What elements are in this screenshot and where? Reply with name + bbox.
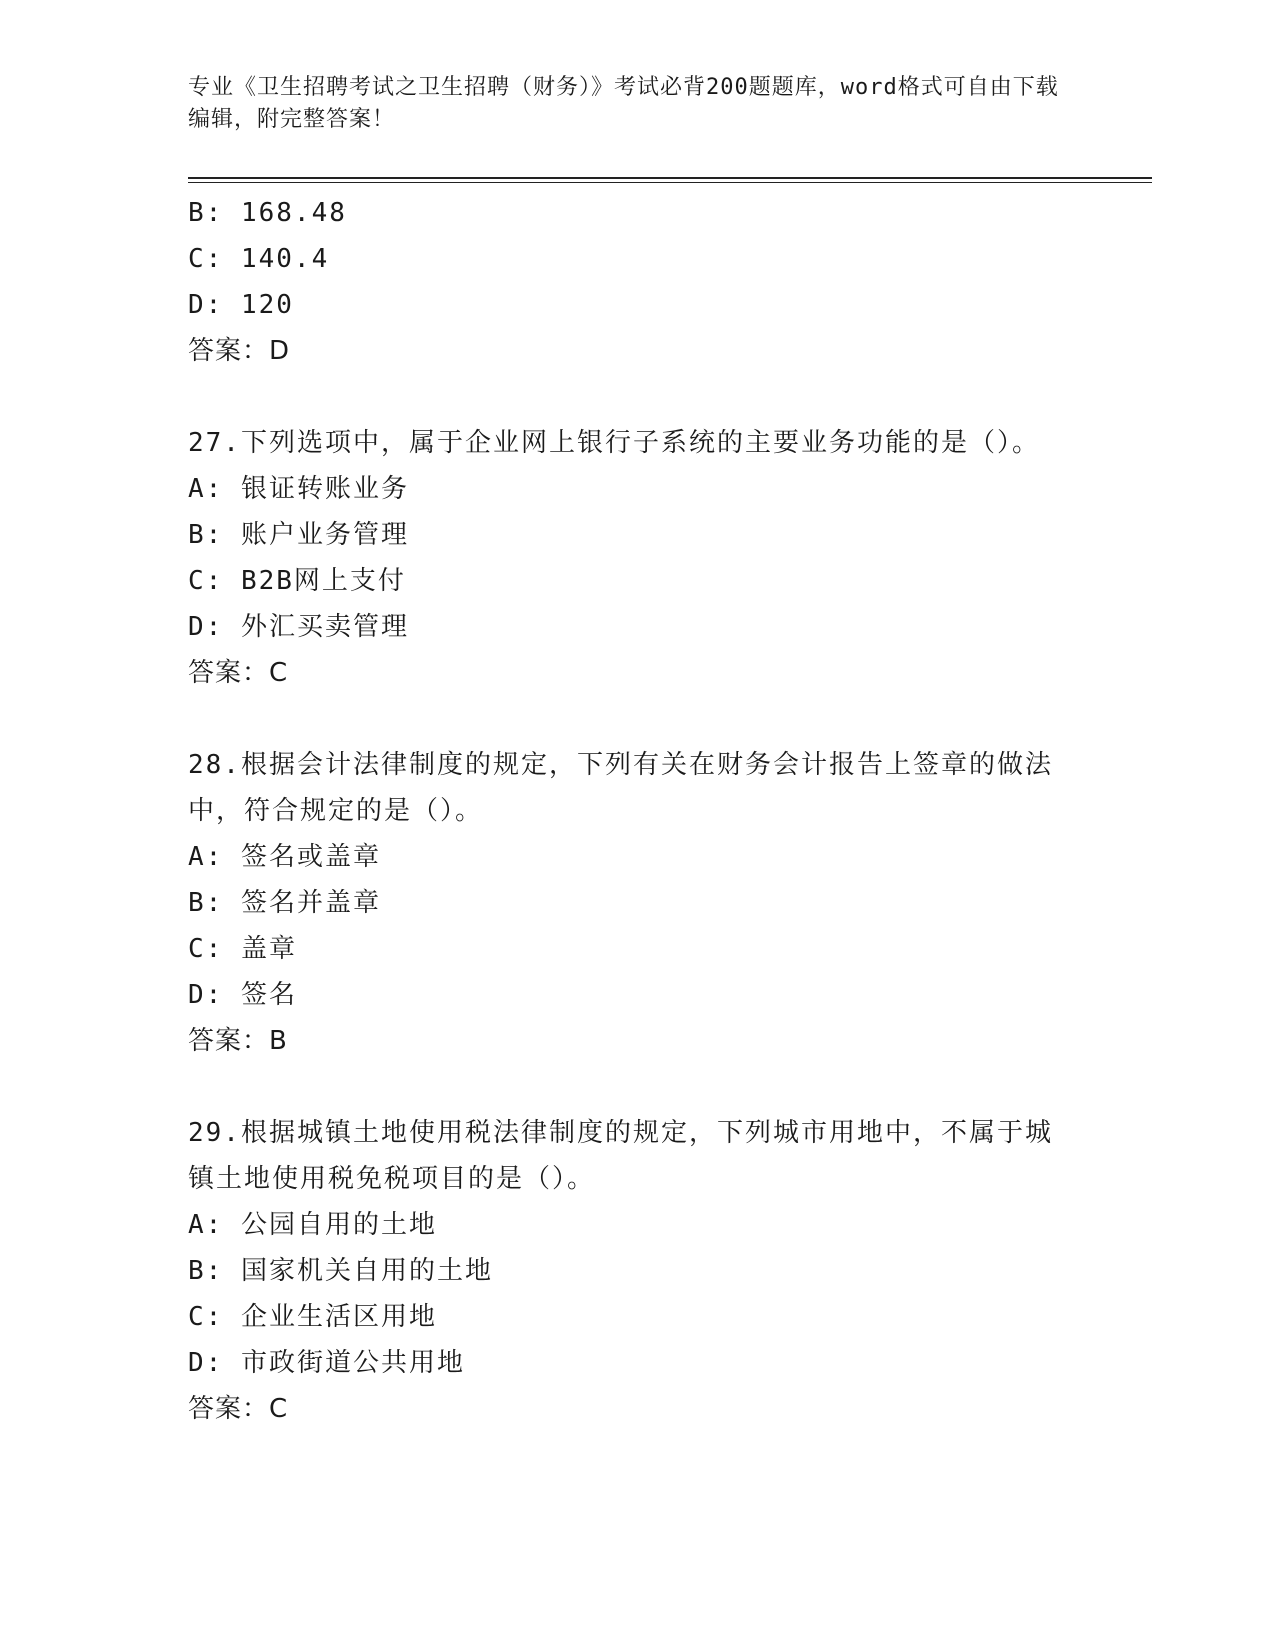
question-stem: 27.下列选项中，属于企业网上银行子系统的主要业务功能的是（）。 bbox=[188, 428, 1040, 458]
answer-line: 答案：C bbox=[188, 658, 289, 688]
document-header: 专业《卫生招聘考试之卫生招聘（财务）》考试必背200题题库，word格式可自由下载编辑，附完整答案！ bbox=[188, 75, 1059, 132]
question-list bbox=[188, 190, 1088, 1432]
question-29 bbox=[188, 1110, 1088, 1432]
header-divider-thick bbox=[188, 177, 1152, 179]
spacer bbox=[188, 696, 1088, 742]
header-divider-thin bbox=[188, 182, 1152, 183]
continued-question bbox=[188, 190, 1088, 374]
option-d: D: 市政街道公共用地 bbox=[188, 1348, 465, 1378]
question-28 bbox=[188, 742, 1088, 1064]
option-b: B: 账户业务管理 bbox=[188, 520, 409, 550]
option-a: A: 银证转账业务 bbox=[188, 474, 409, 504]
option-c: C: 140.4 bbox=[188, 244, 330, 274]
answer-line: 答案：B bbox=[188, 1026, 288, 1056]
option-d: D: 外汇买卖管理 bbox=[188, 612, 409, 642]
option-c: C: 企业生活区用地 bbox=[188, 1302, 437, 1332]
option-b: B: 168.48 bbox=[188, 198, 347, 228]
answer-line: 答案：D bbox=[188, 336, 291, 366]
option-a: A: 公园自用的土地 bbox=[188, 1210, 437, 1240]
option-c: C: 盖章 bbox=[188, 934, 297, 964]
answer-line: 答案：C bbox=[188, 1394, 289, 1424]
question-stem: 29.根据城镇土地使用税法律制度的规定，下列城市用地中，不属于城镇土地使用税免税项目的是（）。 bbox=[188, 1118, 1053, 1194]
option-b: B: 签名并盖章 bbox=[188, 888, 381, 918]
option-d: D: 签名 bbox=[188, 980, 297, 1010]
spacer bbox=[188, 374, 1088, 420]
spacer bbox=[188, 1064, 1088, 1110]
option-a: A: 签名或盖章 bbox=[188, 842, 381, 872]
option-c: C: B2B网上支付 bbox=[188, 566, 406, 596]
question-27 bbox=[188, 420, 1088, 696]
option-b: B: 国家机关自用的土地 bbox=[188, 1256, 493, 1286]
question-stem: 28.根据会计法律制度的规定，下列有关在财务会计报告上签章的做法中，符合规定的是（）。 bbox=[188, 750, 1053, 826]
option-d: D: 120 bbox=[188, 290, 294, 320]
